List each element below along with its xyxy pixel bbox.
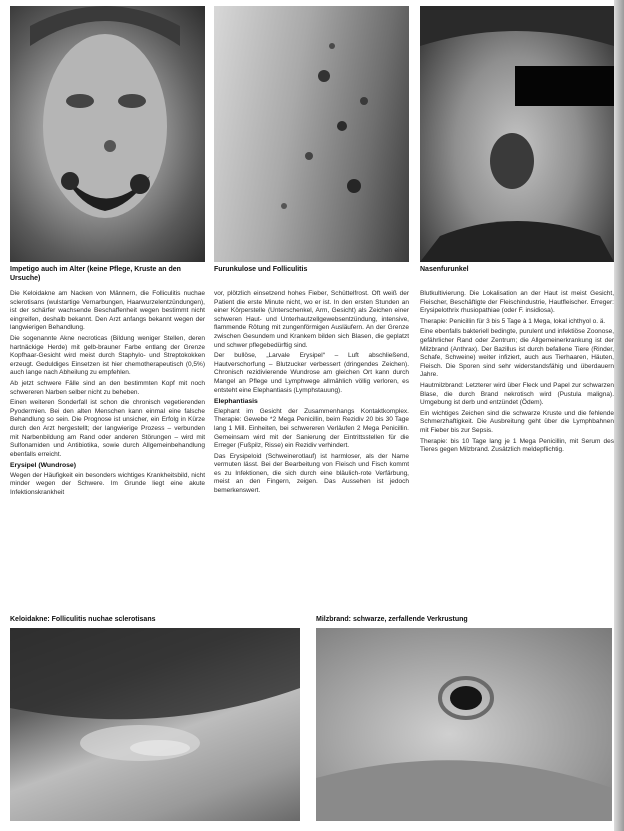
col3-paragraph: Ein wichtiges Zeichen sind die schwarze Kruste und die fehlende Schmerzhaftigkeit. Die Ausbreitung geht über die Lymphbahnen mit Fieber bis zur Sepsis.	[420, 409, 614, 434]
text-column-2	[214, 290, 409, 605]
col2-paragraph: vor, plötzlich einsetzend hohes Fieber, Schüttelfrost. Oft weiß der Patient die erste Minute nicht, wo er ist. In den ersten Stunden an einer Körperstelle (Unterschenkel, Arm, Gesicht) als Zeichen einer schweren Haut- und Unterhautzellgewebsentzündung, intensive, flammende Rötung mit zungenförmigen Ausläufern. An der Grenze zwischen Gesundem und Krankem bilden sich Blasen, die geplatzt und schwer pflegebedürftig sind.	[214, 290, 409, 349]
photo-nasenfurunkel-face	[420, 6, 614, 262]
col1-paragraph: Die sogenannte Akne necroticas (Bildung weniger Stellen, deren hartnäckige Herde) mit gelb-brauner Farbe entlang der Grenze Kopfhaar-Gesicht wird meist durch Staphylo- und Streptokokken erzeugt. Geduldiges Einsetzen ist hier chemotherapeutisch (0,5%) auch lange nach Abheilung zu empfehlen.	[10, 334, 205, 377]
caption-keloidakne: Keloidakne: Folliculitis nuchae sclerotisans	[10, 616, 156, 623]
col1-paragraph: Die Keloidakne am Nacken von Männern, die Folliculitis nuchae sclerotisans (wulstartige Vernarbungen, Haarwurzelentzündungen), ist der schärfer wachsende Beschaffenheit wegen bestimmt nicht eingreifen, deshalb bekannt. Den Arzt anfangs bekannt wegen der langwierigen Behandlung.	[10, 290, 205, 332]
col3-paragraph: Eine ebenfalls bakteriell bedingte, purulent und infektiöse Zoonose, gefährlicher Rand oder Zentrum; die Allgemeinerkrankung ist der Milzbrand (Anthrax). Der Bazillus ist durch befallene Tiere (Rinder, Schafe, Schweine) weiter infiziert, auch aus Tierhaaren, Häuten, Fleisch. Die Sporen sind sehr widerstandsfähig und überdauern Jahre.	[420, 328, 614, 379]
black-crust-lesion-illustration	[316, 628, 612, 821]
col3-paragraph: Blutkultivierung. Die Lokalisation an der Haut ist meist Gesicht, Fleischer, Beschäftigte der Fleischindustrie, Hautfleischer. Erreger: Erysipelothrix rhusiopathiae (oder F. insidiosa).	[420, 290, 614, 315]
col3-paragraph: Therapie: bis 10 Tage lang je 1 Mega Penicillin, mit Serum des Tieres gegen Milzbrand. Zusätzlich meldepflichtig.	[420, 437, 614, 454]
caption-furunkulose: Furunkulose und Folliculitis	[214, 266, 308, 273]
face-with-eye-bar-illustration	[420, 6, 614, 262]
col2-paragraph: Elephant im Gesicht der Zusammenhangs Kontaktkomplex. Therapie: Gewebe *2 Mega Penicillin, beim Rezidiv 20 bis 30 Tage lang 1 Mill. Einheiten, bei schwereren Verläufen 2 Mega Penicillin. Gemeinsam wird mit der Sanierung der Eintrittsstellen für die Erreger (Fußpilz, Risse) ein Rezidiv verhindert.	[214, 407, 409, 450]
caption-milzbrand: Milzbrand: schwarze, zerfallende Verkrustung	[316, 616, 468, 623]
col1-heading-erysipel: Erysipel (Wundrose)	[10, 462, 76, 470]
photo-impetigo-face	[10, 6, 205, 262]
caption-nasenfurunkel: Nasenfurunkel	[420, 266, 469, 273]
neck-scarring-illustration	[10, 628, 300, 821]
photo-milzbrand-face	[316, 628, 612, 821]
caption-impetigo: Impetigo auch im Alter (keine Pflege, Kruste an den Ursuche)	[10, 266, 181, 282]
col1-paragraph: Wegen der Häufigkeit ein besonders wichtiges Krankheitsbild, nicht minder wegen der Schwere. Im Grunde liegt eine akute Infektionskrankheit	[10, 471, 205, 497]
col1-paragraph: Ab jetzt schwere Fälle sind an den bestimmten Kopf mit noch schwereren Narben selber nicht zu beheben.	[10, 379, 205, 396]
text-column-3	[420, 290, 614, 605]
col3-paragraph: Hautmilzbrand: Letzterer wird über Fleck und Papel zur schwarzen Blase, die durch Brand nekrotisch wird (Pustula maligna). Umgebung ist derb und entzündet (Ödem).	[420, 381, 614, 407]
col1-paragraph: Einen weiteren Sonderfall ist schon die chronisch vegetierenden Pyodermien. Bei den alten Menschen kann einmal eine falsche Behandlung so sein. Die Prognose ist unsicher, ein Erfolg in Kürze durch den Arzt hergestellt; der langwierige Prozess – verbunden mit Narbenbildung am Rand oder anderen Störungen – wird mit Sulfonamiden und Antibiotika, sowie durch Allgemeinbehandlung ebenfalls erreicht.	[10, 399, 205, 458]
scan-edge-shadow	[614, 0, 624, 831]
photo-furunkulose-leg	[214, 6, 409, 262]
text-column-1	[10, 290, 205, 605]
col3-paragraph: Therapie: Penicillin für 3 bis 5 Tage à 1 Mega, lokal ichthyol o. ä.	[420, 317, 606, 325]
col2-paragraph: Das Erysipeloid (Schweinerotlauf) ist harmloser, als der Name vermuten lässt. Bei der Bearbeitung von Fleisch und Fisch kommt es zu Infektionen, die sich durch eine bläulich-rote Verfärbung, meist an den Fingern, zeigen. Das Aussehen ist jedoch bemerkenswert.	[214, 452, 409, 495]
col2-paragraph: Der bullöse, „Larvale Erysipel“ – Luft abschließend, Hautverschorfung – Blutzucker verbessert (dringendes Zeichen). Chronisch rezidivierende Wundrose am gleichen Ort kann durch Mangel an Pflege und Lymphwege allmählich völlig verloren, es entsteht eine Elephantiasis (Lymphstauung).	[214, 352, 409, 394]
photo-keloidakne-neck	[10, 628, 300, 821]
col2-heading-elephantiasis: Elephantiasis	[214, 398, 258, 406]
skin-lesions-illustration	[214, 6, 409, 262]
face-with-crusts-illustration	[10, 6, 205, 262]
